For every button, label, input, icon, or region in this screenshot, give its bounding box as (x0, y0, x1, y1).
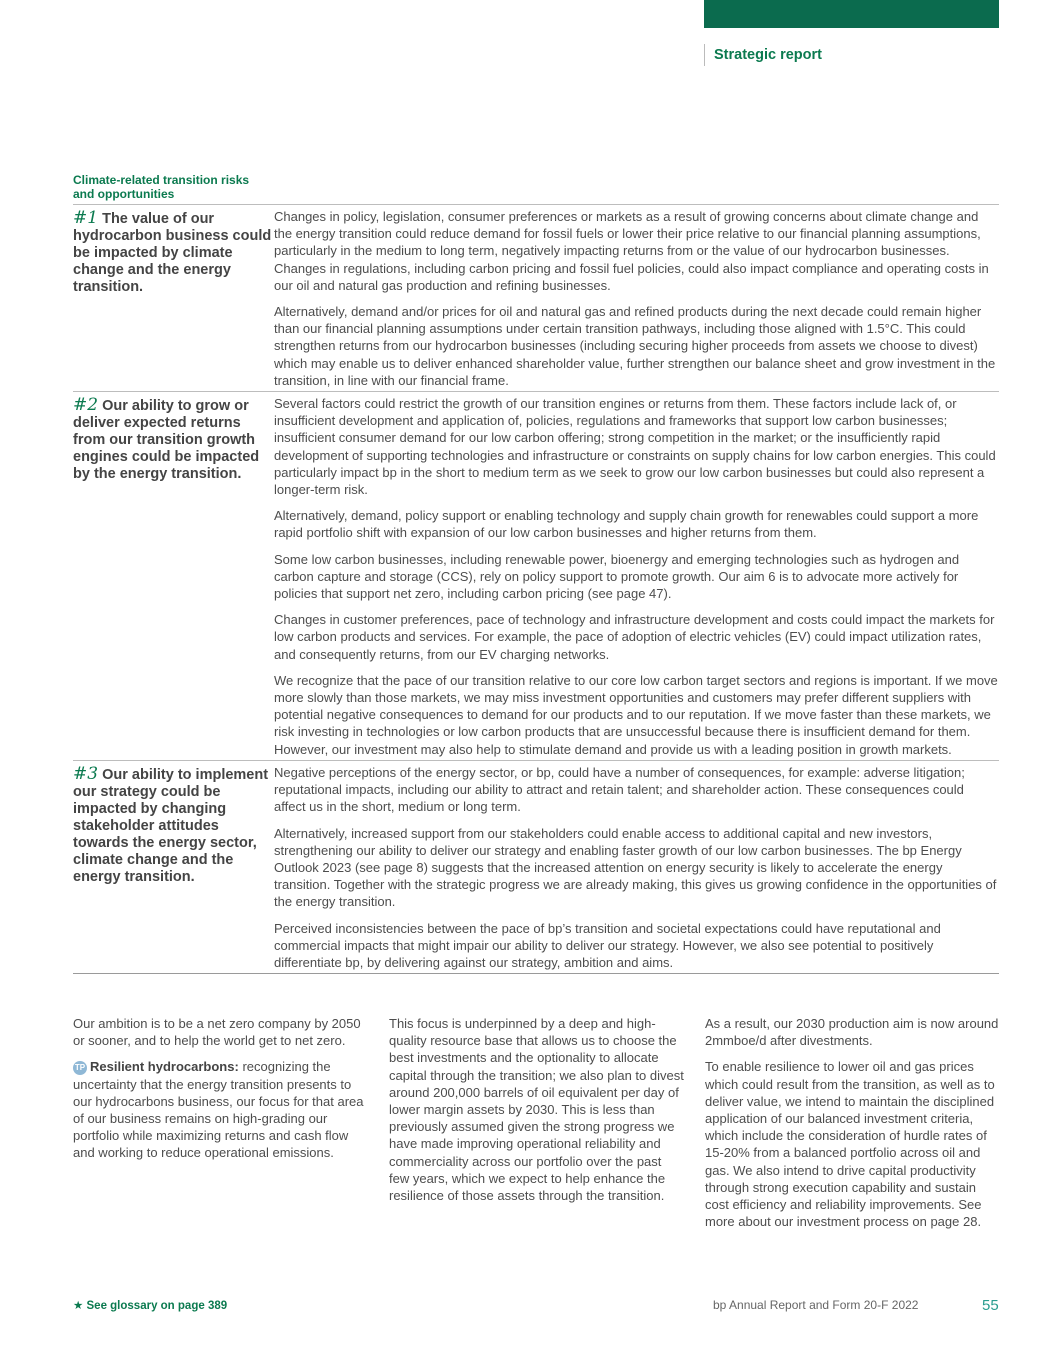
column-3 (705, 1015, 1000, 1239)
risk-body-3 (274, 761, 999, 973)
paragraph: Alternatively, demand, policy support or enabling technology and supply chain growth for renewables could support a more rapid portfolio shift with expansion of our low carbon businesses and higher returns from them. (274, 508, 979, 541)
risk-heading-2 (73, 392, 274, 760)
risk-number: #3 (73, 763, 99, 784)
paragraph: This focus is underpinned by a deep and high-quality resource base that allows us to choose the best investments and the optionality to allocate capital through the transition; we also plan to divest around 200,000 barrels of oil equivalent per day of lower margin assets by 2030. This is less than previously assumed given the strong progress we have made improving operational reliability and commerciality across our portfolio over the past few years, which we expect to help enhance the resilience of those assets through the transition. (389, 1016, 684, 1204)
paragraph: Changes in customer preferences, pace of technology and infrastructure development and costs could impact the markets for low carbon products and services. For example, the pace of adoption of electric vehicles (EV) could impact utilization rates, and consequently returns, from our EV charging networks. (274, 612, 995, 662)
report-name: bp Annual Report and Form 20-F 2022 (713, 1298, 919, 1312)
paragraph: Some low carbon businesses, including renewable power, bioenergy and emerging technologies such as hydrogen and carbon capture and storage (CCS), rely on policy support to promote growth. Our aim 6 is to advocate more actively for policies that support net zero, including carbon pricing (see page 47). (274, 551, 960, 602)
risk-table-title: Climate-related transition risks and opportunities (73, 173, 250, 201)
section-label: Strategic report (704, 44, 822, 66)
body-columns (73, 1015, 999, 1239)
risk-heading-text: The value of our hydrocarbon business could be impacted by climate change and the energy transition. (73, 211, 272, 295)
risk-heading-text: Our ability to implement our strategy could be impacted by changing stakeholder attitudes towards the energy sector, climate change and the energy transition. (73, 766, 269, 885)
paragraph: Changes in policy, legislation, consumer preferences or markets as a result of growing concerns about climate change and the energy transition could reduce demand for fossil fuels or lower their price relative to our financial planning assumptions, particularly in the medium to long term, negatively impacting returns from or the value of our hydrocarbon businesses. Changes in regulations, including carbon pricing and fossil fuel policies, could also impact compliance and operating costs in our oil and natural gas production and refining businesses. (274, 209, 989, 293)
risk-number: #1 (73, 208, 99, 228)
glossary-link[interactable]: ★ See glossary on page 389 (73, 1300, 228, 1312)
paragraph: Alternatively, demand and/or prices for oil and natural gas and refined products during the next decade could remain higher than our financial planning assumptions under certain transition pathways, including those aligned with 1.5°C. This could strengthen returns from our hydrocarbon businesses (including securing higher proceeds from assets we choose to divest) which may enable us to deliver enhanced shareholder value, further strengthen our balance sheet and grow investment in the transition, in line with our financial frame. (274, 304, 996, 388)
paragraph: Perceived inconsistencies between the pace of bp’s transition and societal expectations could have reputational and commercial impacts that might impair our ability to deliver our strategy. However, we also see potential to positively differentiate bp, by delivering against our strategy, ambition and aims. (274, 920, 941, 970)
risk-row-1 (73, 205, 999, 392)
risk-heading-text: Our ability to grow or deliver expected returns from our transition growth engines could be impacted by the energy transition. (73, 398, 260, 483)
paragraph: As a result, our 2030 production aim is now around 2mmboe/d after divestments. (705, 1016, 999, 1049)
risk-body-1 (274, 205, 999, 391)
header-accent-bar (704, 0, 999, 28)
paragraph: Alternatively, increased support from our stakeholders could enable access to additional capital and new investors, strengthening our ability to deliver our strategy and enabling faster growth of our low carbon businesses. The bp Energy Outlook 2023 (see page 8) suggests that the increased attention on energy security is likely to accelerate the energy transition. Together with the strategic progress we are already making, this gives us growing confidence in the opportunities of the energy transition. (274, 825, 997, 910)
paragraph: To enable resilience to lower oil and gas prices which could result from the transition, as well as to deliver value, we intend to maintain the disciplined application of our balanced investment criteria, which include the consideration of hurdle rates of 15-20% from a balanced portfolio across oil and gas. We also intend to drive capital productivity through strong execution capability and sustain cost efficiency and reliability improvements. See more about our investment process on page 28. (705, 1059, 995, 1230)
risk-heading-1 (73, 205, 274, 391)
paragraph-text: recognizing the uncertainty that the energy transition presents to our hydrocarbons business, our focus for that area of our business remains on high-grading our portfolio while maximizing returns and cash flow and working to reduce operational emissions. (73, 1059, 364, 1161)
page-number: 55 (982, 1297, 999, 1314)
paragraph: Our ambition is to be a net zero company by 2050 or sooner, and to help the world get to net zero. (73, 1016, 361, 1049)
column-1 (73, 1015, 368, 1239)
paragraph: We recognize that the pace of our transition relative to our core low carbon target sectors and regions is important. If we move more slowly than those markets, we may miss investment opportunities and customers may prefer different suppliers with potential negative consequences to demand for our products and to our reputation. If we move faster than these markets, we risk investing in technologies or low carbon products that are unsuccessful because there is insufficient demand for them. However, our investment may also help to stimulate demand and provide us with a leading position in growth markets. (274, 672, 998, 757)
risk-row-3 (73, 761, 999, 974)
risk-row-2 (73, 392, 999, 761)
paragraph: Several factors could restrict the growth of our transition engines or returns from them. These factors include lack of, or insufficient development and application of, policies, regulations and frameworks that support low carbon businesses; insufficient consumer demand for our low carbon offering; strong competition in the market; or the insufficiently rapid development of supporting technologies and infrastructure or constraints on supply chains for low carbon energies. This could particularly impact bp in the short to medium term as we seek to grow our low carbon businesses but could also represent a longer-term risk. (274, 396, 996, 498)
risk-number: #2 (73, 395, 99, 416)
tp-badge-icon: TP (73, 1061, 87, 1075)
risk-body-2 (274, 392, 999, 760)
risk-table (73, 204, 999, 974)
lead-in: Resilient hydrocarbons: (90, 1059, 239, 1075)
column-2 (389, 1015, 684, 1239)
paragraph: Negative perceptions of the energy sector, or bp, could have a number of consequences, for example: adverse litigation; reputational impacts, including our ability to attract and retain talent; and shareholder action. These consequences could affect us in the short, medium or long term. (274, 764, 965, 815)
paragraph (73, 1058, 368, 1161)
risk-heading-3 (73, 761, 274, 973)
